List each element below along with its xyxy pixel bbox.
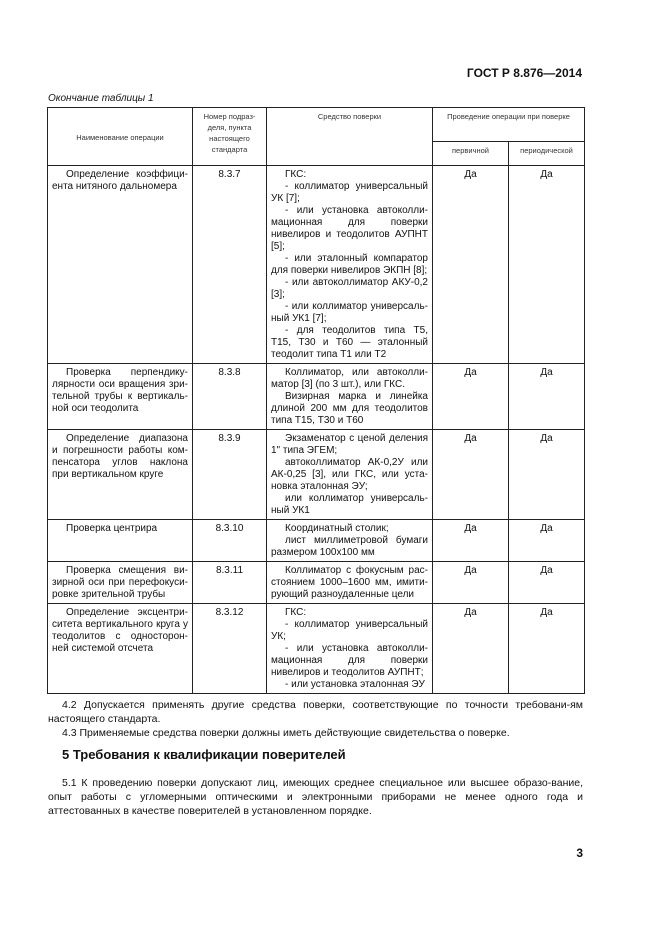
page-number: 3 <box>576 846 583 860</box>
operation-cell: Определение эксцентри-ситета вертикального круга у теодолитов с односторон-ней системой отсчета <box>48 604 193 694</box>
table-caption: Окончание таблицы 1 <box>48 93 154 104</box>
paragraph-4-2: 4.2 Допускается применять другие средства поверки, соответствующие по точности требовани-ям настоящего стандарта. <box>48 699 583 725</box>
header-primary: первичной <box>433 142 509 166</box>
table-row <box>48 604 585 694</box>
tool-line: или коллиматор универсаль-ный УК1 <box>271 493 428 516</box>
tool-line: - или установка автоколли-мационная для поверки нивелиров и теодолитов АУПНТ [5]; <box>271 205 428 252</box>
tool-line: - или установка эталонная ЭУ <box>285 679 425 690</box>
periodic-cell: Да <box>509 430 585 520</box>
paragraph-5-1: 5.1 К проведению поверки допускают лиц, имеющих среднее специальное или высшее образо-вание, опыт работы с угломерными оптическими и электронными приборами не менее одного года и аттестованных в качестве поверителей в установленном порядке. <box>48 777 583 817</box>
tool-line: - или коллиматор универсаль-ный УК1 [7]; <box>271 301 428 324</box>
tool-line: лист миллиметровой бумаги размером 100x100 мм <box>271 535 428 558</box>
tool-line: - или установка автоколли-мационная для поверки нивелиров и теодолитов АУПНТ; <box>271 643 428 678</box>
number-cell: 8.3.9 <box>193 430 267 520</box>
table-row <box>48 166 585 364</box>
tool-cell <box>267 364 433 430</box>
header-periodic: периодической <box>509 142 585 166</box>
periodic-cell: Да <box>509 520 585 562</box>
primary-cell: Да <box>433 364 509 430</box>
tool-line: - или эталонный компаратор для поверки нивелиров ЭКПН [8]; <box>271 253 428 276</box>
header-number: Номер подраз-деля, пункта настоящего стандарта <box>193 108 267 166</box>
number-cell: 8.3.12 <box>193 604 267 694</box>
table-row <box>48 520 585 562</box>
header-operation: Наименование операции <box>48 108 193 166</box>
paragraph-4-3: 4.3 Применяемые средства поверки должны иметь действующие свидетельства о поверке. <box>62 727 510 739</box>
number-cell: 8.3.8 <box>193 364 267 430</box>
table-row <box>48 364 585 430</box>
tool-line: - коллиматор универсальный УК [7]; <box>271 181 428 204</box>
table-row <box>48 430 585 520</box>
verification-table <box>47 107 585 694</box>
operation-cell: Определение диапазона и погрешности работы ком-пенсатора углов наклона при вертикальном круге <box>48 430 193 520</box>
operation-cell: Проверка центрира <box>48 520 193 562</box>
tool-cell <box>267 604 433 694</box>
number-cell: 8.3.7 <box>193 166 267 364</box>
tool-line: ГКС: <box>285 607 307 618</box>
periodic-cell: Да <box>509 166 585 364</box>
primary-cell: Да <box>433 562 509 604</box>
tool-line: Экзаменатор с ценой деления 1" типа ЭГЕМ; <box>271 433 428 456</box>
table-row <box>48 562 585 604</box>
tool-cell <box>267 520 433 562</box>
primary-cell: Да <box>433 604 509 694</box>
primary-cell: Да <box>433 166 509 364</box>
periodic-cell: Да <box>509 364 585 430</box>
tool-cell <box>267 166 433 364</box>
number-cell: 8.3.10 <box>193 520 267 562</box>
tool-line: - для теодолитов типа Т5, Т15, Т30 и Т60 — эталонный теодолит типа Т1 или Т2 <box>271 325 428 360</box>
tool-line: Коллиматор, или автоколли-матор [3] (по 3 шт.), или ГКС. <box>271 367 428 390</box>
tool-line: - или автоколлиматор АКУ-0,2 [3]; <box>271 277 428 300</box>
operation-cell: Определение коэффици-ента нитяного дальномера <box>48 166 193 364</box>
tool-line: автоколлиматор АК-0,2У или АК-0,25 [3], или ГКС, или уста-новка эталонная ЭУ; <box>271 457 428 492</box>
number-cell: 8.3.11 <box>193 562 267 604</box>
tool-line: Визирная марка и линейка длиной 200 мм для теодолитов типа Т15, Т30 и Т60 <box>271 391 428 426</box>
primary-cell: Да <box>433 520 509 562</box>
header-conduct: Проведение операции при поверке <box>433 108 585 142</box>
operation-cell: Проверка перпендику-лярности оси вращения зри-тельной трубы к вертикаль-ной оси теодолита <box>48 364 193 430</box>
tool-line: - коллиматор универсальный УК; <box>271 619 428 642</box>
tool-cell <box>267 430 433 520</box>
table-body <box>48 166 585 694</box>
tool-line: Координатный столик; <box>285 523 389 534</box>
tool-line: ГКС: <box>285 169 307 180</box>
tool-line: Коллиматор с фокусным рас-стоянием 1000–1600 мм, имити-рующий разноудаленные цели <box>271 565 428 600</box>
periodic-cell: Да <box>509 562 585 604</box>
periodic-cell: Да <box>509 604 585 694</box>
primary-cell: Да <box>433 430 509 520</box>
section-5-heading: 5 Требования к квалификации поверителей <box>62 747 346 762</box>
header-tool: Средство поверки <box>267 108 433 166</box>
standard-number: ГОСТ Р 8.876—2014 <box>466 66 582 80</box>
operation-cell: Проверка смещения ви-зирной оси при перефокуси-ровке зрительной трубы <box>48 562 193 604</box>
tool-cell <box>267 562 433 604</box>
